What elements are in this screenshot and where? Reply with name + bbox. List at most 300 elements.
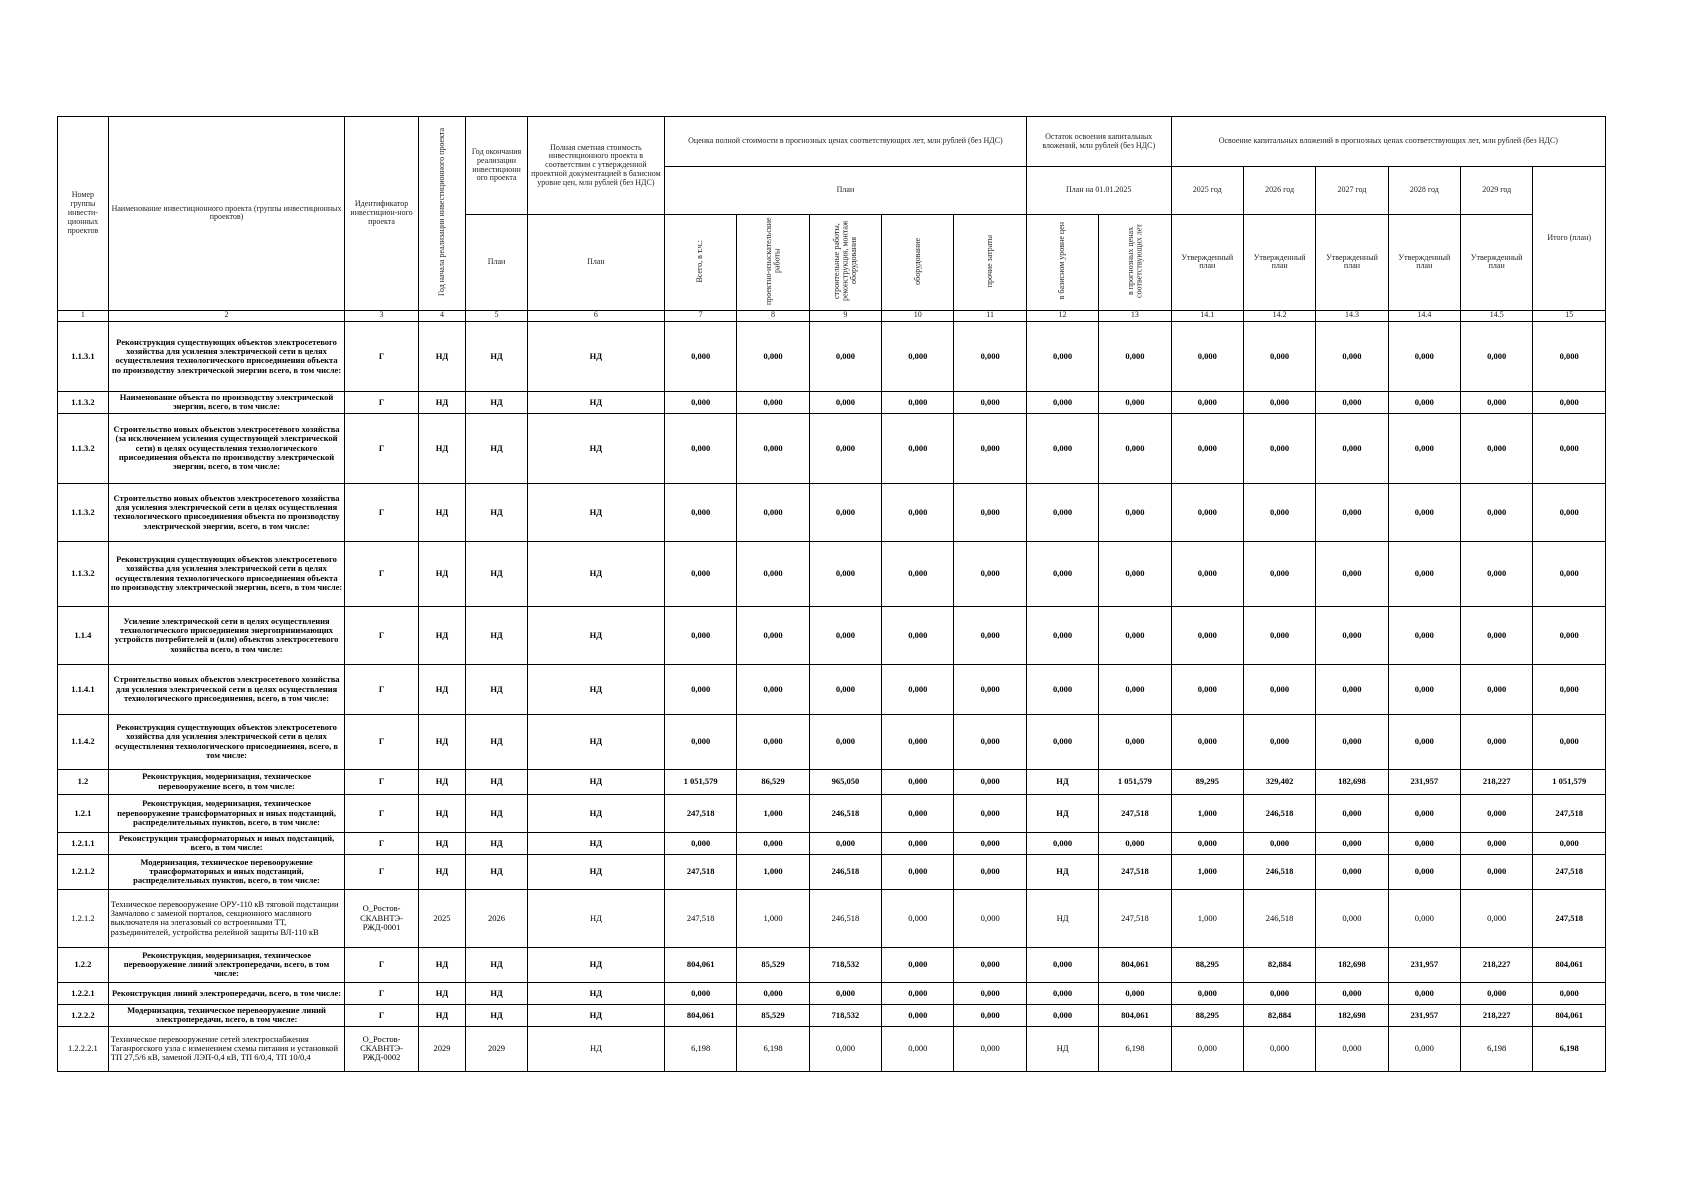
project-name: Строительство новых объектов электросетевого хозяйства для усиления электрической сети в целях осуществления технологического присоединения объекта по производству электрической энергии, всего, в том числе: (108, 483, 345, 541)
value-cell: 231,957 (1388, 947, 1460, 982)
value-cell: НД (1026, 769, 1098, 794)
value-cell: 0,000 (737, 606, 809, 664)
value-cell: 0,000 (1099, 413, 1171, 483)
value-cell: 0,000 (1099, 391, 1171, 413)
project-id: О_Ростов-СКАВНТЭ-РЖД-0001 (345, 889, 418, 947)
header-year-2029: 2029 год (1461, 167, 1533, 215)
col-num: 11 (954, 310, 1026, 321)
project-name: Модернизация, техническое перевооружение трансформаторных и иных подстанций, распределительных пунктов, всего, в том числе: (108, 854, 345, 889)
value-cell: 0,000 (1461, 413, 1533, 483)
end-year: НД (466, 483, 528, 541)
header-forecast-cost: Оценка полной стоимости в прогнозных ценах соответствующих лет, млн рублей (без НДС) (665, 117, 1027, 167)
value-cell: 0,000 (1533, 714, 1606, 769)
table-body (58, 321, 1606, 1071)
col-num: 6 (527, 310, 664, 321)
value-cell: 0,000 (1099, 541, 1171, 606)
value-cell: 0,000 (1461, 664, 1533, 714)
value-cell: 0,000 (1171, 391, 1243, 413)
value-cell: 0,000 (1461, 794, 1533, 832)
row-number: 1.1.3.2 (58, 541, 109, 606)
value-cell: 246,518 (809, 889, 881, 947)
start-year: НД (418, 714, 466, 769)
value-cell: 0,000 (1388, 832, 1460, 854)
value-cell: 0,000 (1533, 413, 1606, 483)
row-number: 1.2.2 (58, 947, 109, 982)
value-cell: 0,000 (1316, 1026, 1388, 1071)
value-cell: 0,000 (1026, 391, 1098, 413)
row-number: 1.2.1.2 (58, 854, 109, 889)
value-cell: 0,000 (1388, 714, 1460, 769)
value-cell: 6,198 (1533, 1026, 1606, 1071)
value-cell: 0,000 (737, 413, 809, 483)
value-cell: 247,518 (665, 794, 737, 832)
table-row (58, 889, 1606, 947)
table-row (58, 391, 1606, 413)
full-cost: НД (527, 1004, 664, 1026)
value-cell: 0,000 (1461, 889, 1533, 947)
project-id: Г (345, 854, 418, 889)
project-name: Реконструкция существующих объектов электросетевого хозяйства для усиления электрической сети в целях осуществления технологического присоединения объекта по производству электрической энергии, всего, в том числе: (108, 541, 345, 606)
value-cell: 0,000 (954, 413, 1026, 483)
value-cell: 0,000 (954, 794, 1026, 832)
value-cell: 0,000 (737, 483, 809, 541)
value-cell: 247,518 (1099, 889, 1171, 947)
value-cell: 0,000 (1316, 854, 1388, 889)
value-cell: 1 051,579 (1533, 769, 1606, 794)
header-design-works: проектно-изыскательские работы (737, 215, 809, 311)
value-cell: 0,000 (954, 889, 1026, 947)
value-cell: 0,000 (1316, 794, 1388, 832)
value-cell: 247,518 (1533, 889, 1606, 947)
value-cell: 804,061 (665, 947, 737, 982)
value-cell: 0,000 (1099, 832, 1171, 854)
value-cell: 0,000 (882, 832, 954, 854)
project-id: Г (345, 832, 418, 854)
value-cell: 804,061 (1533, 1004, 1606, 1026)
header-project-name: Наименование инвестиционного проекта (группы инвестиционных проектов) (108, 117, 345, 311)
value-cell: НД (1026, 889, 1098, 947)
value-cell: 0,000 (882, 947, 954, 982)
end-year: НД (466, 769, 528, 794)
value-cell: 0,000 (882, 606, 954, 664)
start-year: НД (418, 664, 466, 714)
header-construction-works: строительные работы, реконструкция, монтаж оборудования (809, 215, 881, 311)
value-cell: 0,000 (665, 321, 737, 391)
value-cell: 0,000 (1171, 1026, 1243, 1071)
header-other-costs: прочие затраты (954, 215, 1026, 311)
value-cell: 182,698 (1316, 1004, 1388, 1026)
project-name: Реконструкция существующих объектов электросетевого хозяйства для усиления электрической сети в целях осуществления технологического присоединения, всего, в том числе: (108, 714, 345, 769)
project-name: Реконструкция существующих объектов электросетевого хозяйства для усиления электрической сети в целях осуществления технологического присоединения объекта по производству электрической энергии всего, в том числе: (108, 321, 345, 391)
value-cell: 0,000 (665, 664, 737, 714)
value-cell: 0,000 (809, 982, 881, 1004)
project-name: Усиление электрической сети в целях осуществления технологического присоединения энергопринимающих устройств потребителей и (или) объектов электросетевого хозяйства всего, в том числе: (108, 606, 345, 664)
full-cost: НД (527, 391, 664, 413)
value-cell: 0,000 (954, 1004, 1026, 1026)
col-num: 3 (345, 310, 418, 321)
value-cell: 88,295 (1171, 1004, 1243, 1026)
value-cell: 0,000 (1388, 541, 1460, 606)
end-year: НД (466, 413, 528, 483)
value-cell: 0,000 (1243, 391, 1315, 413)
full-cost: НД (527, 794, 664, 832)
value-cell: 0,000 (1316, 413, 1388, 483)
header-approved-2029: Утвержденный план (1461, 215, 1533, 311)
header-full-cost: Полная сметная стоимость инвестиционного проекта в соответствии с утвержденной проектной документацией в базисном уровне цен, млн рублей (без НДС) (527, 117, 664, 215)
header-year-2027: 2027 год (1316, 167, 1388, 215)
value-cell: 0,000 (1243, 483, 1315, 541)
project-name: Реконструкция линий электропередачи, всего, в том числе: (108, 982, 345, 1004)
value-cell: 0,000 (1461, 854, 1533, 889)
full-cost: НД (527, 413, 664, 483)
value-cell: 0,000 (1388, 606, 1460, 664)
value-cell: 1 051,579 (665, 769, 737, 794)
table-row (58, 769, 1606, 794)
value-cell: 0,000 (809, 664, 881, 714)
value-cell: 0,000 (1316, 889, 1388, 947)
value-cell: 0,000 (1243, 664, 1315, 714)
project-name: Техническое перевооружение сетей электроснабжения Таганрогского узла с изменением схемы питания и установкой ТП 27,5/6 кВ, заменой ЛЭП-0,4 кВ, ТП 6/0,4, ТП 10/0,4 (108, 1026, 345, 1071)
value-cell: 0,000 (1171, 413, 1243, 483)
value-cell: 0,000 (1026, 664, 1098, 714)
value-cell: 1,000 (1171, 794, 1243, 832)
row-number: 1.1.3.1 (58, 321, 109, 391)
header-group-number: Номер группы инвести-ционных проектов (58, 117, 109, 311)
value-cell: 0,000 (954, 664, 1026, 714)
col-num: 10 (882, 310, 954, 321)
value-cell: 0,000 (1171, 982, 1243, 1004)
col-num: 14.3 (1316, 310, 1388, 321)
header-approved-2025: Утвержденный план (1171, 215, 1243, 311)
value-cell: 0,000 (1461, 541, 1533, 606)
header-approved-2026: Утвержденный план (1243, 215, 1315, 311)
value-cell: 0,000 (1316, 664, 1388, 714)
end-year: НД (466, 854, 528, 889)
value-cell: 218,227 (1461, 1004, 1533, 1026)
value-cell: 0,000 (882, 664, 954, 714)
value-cell: 0,000 (1243, 606, 1315, 664)
header-full-cost-plan: План (527, 215, 664, 311)
value-cell: 0,000 (1388, 982, 1460, 1004)
header-end-year: Год окончания реализации инвестиционн ого проекта (466, 117, 528, 215)
header-approved-2028: Утвержденный план (1388, 215, 1460, 311)
value-cell: 0,000 (1316, 832, 1388, 854)
value-cell: 218,227 (1461, 947, 1533, 982)
start-year: НД (418, 1004, 466, 1026)
full-cost: НД (527, 854, 664, 889)
value-cell: 0,000 (1026, 832, 1098, 854)
value-cell: 804,061 (1099, 1004, 1171, 1026)
value-cell: 0,000 (1026, 714, 1098, 769)
value-cell: 0,000 (1099, 664, 1171, 714)
value-cell: 218,227 (1461, 769, 1533, 794)
header-total-incl: Всего, в т.ч.: (665, 215, 737, 311)
value-cell: 0,000 (737, 664, 809, 714)
value-cell: 246,518 (809, 854, 881, 889)
full-cost: НД (527, 982, 664, 1004)
value-cell: 0,000 (1316, 483, 1388, 541)
col-num: 14.4 (1388, 310, 1460, 321)
value-cell: 0,000 (1026, 541, 1098, 606)
value-cell: НД (1026, 854, 1098, 889)
value-cell: 0,000 (1388, 794, 1460, 832)
value-cell: 0,000 (665, 832, 737, 854)
column-number-row (58, 310, 1606, 321)
value-cell: 965,050 (809, 769, 881, 794)
table-row (58, 982, 1606, 1004)
value-cell: 0,000 (1243, 1026, 1315, 1071)
value-cell: 0,000 (882, 769, 954, 794)
project-id: Г (345, 391, 418, 413)
value-cell: 0,000 (1533, 321, 1606, 391)
value-cell: 247,518 (1099, 794, 1171, 832)
header-year-2025: 2025 год (1171, 167, 1243, 215)
value-cell: 0,000 (665, 606, 737, 664)
value-cell: 0,000 (1388, 854, 1460, 889)
row-number: 1.2.2.1 (58, 982, 109, 1004)
value-cell: 0,000 (665, 982, 737, 1004)
value-cell: 0,000 (1533, 541, 1606, 606)
table-row (58, 947, 1606, 982)
value-cell: 182,698 (1316, 947, 1388, 982)
end-year: НД (466, 714, 528, 769)
value-cell: 0,000 (1388, 483, 1460, 541)
full-cost: НД (527, 947, 664, 982)
value-cell: 0,000 (1316, 391, 1388, 413)
value-cell: 0,000 (882, 1026, 954, 1071)
value-cell: 0,000 (1026, 947, 1098, 982)
investment-table (57, 116, 1606, 1072)
value-cell: 0,000 (1461, 321, 1533, 391)
value-cell: 0,000 (882, 1004, 954, 1026)
value-cell: 0,000 (954, 714, 1026, 769)
start-year: НД (418, 854, 466, 889)
value-cell: 0,000 (809, 483, 881, 541)
col-num: 4 (418, 310, 466, 321)
value-cell: 0,000 (1171, 714, 1243, 769)
value-cell: 0,000 (954, 1026, 1026, 1071)
col-num: 8 (737, 310, 809, 321)
value-cell: 0,000 (954, 832, 1026, 854)
end-year: НД (466, 664, 528, 714)
value-cell: 0,000 (809, 606, 881, 664)
end-year: НД (466, 606, 528, 664)
col-num: 14.2 (1243, 310, 1315, 321)
value-cell: 0,000 (882, 714, 954, 769)
value-cell: 0,000 (1026, 982, 1098, 1004)
value-cell: 1,000 (737, 854, 809, 889)
project-id: Г (345, 606, 418, 664)
value-cell: 0,000 (1099, 714, 1171, 769)
value-cell: 0,000 (1533, 606, 1606, 664)
value-cell: 85,529 (737, 1004, 809, 1026)
value-cell: 6,198 (665, 1026, 737, 1071)
value-cell: 804,061 (1533, 947, 1606, 982)
start-year: НД (418, 321, 466, 391)
value-cell: 82,884 (1243, 1004, 1315, 1026)
value-cell: 0,000 (1171, 664, 1243, 714)
row-number: 1.2.1 (58, 794, 109, 832)
value-cell: 0,000 (1099, 982, 1171, 1004)
table-row (58, 1004, 1606, 1026)
value-cell: 0,000 (1461, 606, 1533, 664)
value-cell: 0,000 (809, 541, 881, 606)
project-id: Г (345, 664, 418, 714)
value-cell: 0,000 (954, 982, 1026, 1004)
value-cell: 0,000 (1533, 483, 1606, 541)
project-name: Наименование объекта по производству электрической энергии, всего, в том числе: (108, 391, 345, 413)
table-row (58, 413, 1606, 483)
value-cell: 0,000 (1316, 982, 1388, 1004)
start-year: НД (418, 794, 466, 832)
value-cell: 0,000 (882, 854, 954, 889)
full-cost: НД (527, 483, 664, 541)
row-number: 1.1.4.2 (58, 714, 109, 769)
value-cell: 0,000 (809, 321, 881, 391)
row-number: 1.1.4.1 (58, 664, 109, 714)
value-cell: 0,000 (1171, 541, 1243, 606)
value-cell: 0,000 (809, 714, 881, 769)
value-cell: 0,000 (737, 321, 809, 391)
value-cell: 0,000 (1171, 832, 1243, 854)
start-year: НД (418, 391, 466, 413)
full-cost: НД (527, 321, 664, 391)
project-name: Техническое перевооружение ОРУ-110 кВ тяговой подстанции Замчалово с заменой порталов, секционного масляного выключателя на элегазовый со встроенными ТТ, разъединителей, устройства релейной защиты ВЛ-110 кВ (108, 889, 345, 947)
full-cost: НД (527, 606, 664, 664)
value-cell: 85,529 (737, 947, 809, 982)
row-number: 1.1.3.2 (58, 413, 109, 483)
header-total-plan: Итого (план) (1533, 167, 1606, 311)
value-cell: 246,518 (809, 794, 881, 832)
full-cost: НД (527, 889, 664, 947)
end-year: НД (466, 321, 528, 391)
project-name: Реконструкция, модернизация, техническое перевооружение всего, в том числе: (108, 769, 345, 794)
row-number: 1.2 (58, 769, 109, 794)
value-cell: 0,000 (954, 391, 1026, 413)
value-cell: 0,000 (882, 391, 954, 413)
row-number: 1.1.4 (58, 606, 109, 664)
start-year: НД (418, 769, 466, 794)
value-cell: 0,000 (1533, 982, 1606, 1004)
value-cell: 0,000 (1243, 321, 1315, 391)
col-num: 1 (58, 310, 109, 321)
header-project-id: Идентификатор инвестицион-ного проекта (345, 117, 418, 311)
header-remaining: Остаток освоения капитальных вложений, млн рублей (без НДС) (1026, 117, 1171, 167)
table-row (58, 541, 1606, 606)
value-cell: 0,000 (737, 982, 809, 1004)
value-cell: 6,198 (1099, 1026, 1171, 1071)
table-row (58, 664, 1606, 714)
value-cell: 0,000 (1388, 889, 1460, 947)
value-cell: 0,000 (737, 714, 809, 769)
table-row (58, 794, 1606, 832)
start-year: 2029 (418, 1026, 466, 1071)
project-name: Строительство новых объектов электросетевого хозяйства (за исключением усиления существующей электрической сети) в целях осуществления технологического присоединения объекта по производству электрической энергии, всего, в том числе: (108, 413, 345, 483)
value-cell: 0,000 (882, 413, 954, 483)
row-number: 1.1.3.2 (58, 483, 109, 541)
value-cell: НД (1026, 794, 1098, 832)
value-cell: 0,000 (1316, 321, 1388, 391)
header-base-prices: в базисном уровне цен (1026, 215, 1098, 311)
start-year: НД (418, 606, 466, 664)
project-id: Г (345, 541, 418, 606)
value-cell: 0,000 (1388, 321, 1460, 391)
value-cell: 0,000 (1461, 483, 1533, 541)
header-equipment: оборудование (882, 215, 954, 311)
header-plan: План (665, 167, 1027, 215)
full-cost: НД (527, 714, 664, 769)
start-year: НД (418, 541, 466, 606)
value-cell: 182,698 (1316, 769, 1388, 794)
value-cell: 0,000 (1026, 1004, 1098, 1026)
value-cell: 0,000 (1316, 606, 1388, 664)
end-year: НД (466, 1004, 528, 1026)
project-name: Реконструкция трансформаторных и иных подстанций, всего, в том числе: (108, 832, 345, 854)
value-cell: 0,000 (954, 483, 1026, 541)
full-cost: НД (527, 769, 664, 794)
start-year: НД (418, 982, 466, 1004)
value-cell: 0,000 (1533, 664, 1606, 714)
project-id: Г (345, 769, 418, 794)
header-forecast-prices: в прогнозных ценах соответствующих лет (1099, 215, 1171, 311)
table-row (58, 606, 1606, 664)
start-year: НД (418, 413, 466, 483)
value-cell: 0,000 (737, 832, 809, 854)
value-cell: 0,000 (1171, 606, 1243, 664)
project-id: Г (345, 413, 418, 483)
value-cell: 329,402 (1243, 769, 1315, 794)
value-cell: 0,000 (1461, 982, 1533, 1004)
value-cell: 0,000 (954, 769, 1026, 794)
value-cell: 0,000 (1026, 321, 1098, 391)
value-cell: 88,295 (1171, 947, 1243, 982)
value-cell: 0,000 (882, 794, 954, 832)
header-plan-on-date: План на 01.01.2025 (1026, 167, 1171, 215)
project-id: Г (345, 483, 418, 541)
value-cell: 0,000 (1171, 321, 1243, 391)
full-cost: НД (527, 541, 664, 606)
end-year: НД (466, 794, 528, 832)
value-cell: 0,000 (665, 391, 737, 413)
project-id: Г (345, 982, 418, 1004)
col-num: 14.1 (1171, 310, 1243, 321)
value-cell: 247,518 (665, 854, 737, 889)
table-row (58, 832, 1606, 854)
value-cell: 0,000 (954, 321, 1026, 391)
value-cell: 6,198 (737, 1026, 809, 1071)
start-year: 2025 (418, 889, 466, 947)
value-cell: 246,518 (1243, 854, 1315, 889)
value-cell: 0,000 (1243, 714, 1315, 769)
project-id: О_Ростов-СКАВНТЭ-РЖД-0002 (345, 1026, 418, 1071)
value-cell: 0,000 (809, 391, 881, 413)
value-cell: 1,000 (1171, 889, 1243, 947)
value-cell: 0,000 (1461, 714, 1533, 769)
value-cell: 247,518 (1099, 854, 1171, 889)
col-num: 12 (1026, 310, 1098, 321)
value-cell: 0,000 (1243, 541, 1315, 606)
value-cell: 0,000 (1316, 714, 1388, 769)
value-cell: 0,000 (1099, 483, 1171, 541)
end-year: 2026 (466, 889, 528, 947)
col-num: 5 (466, 310, 528, 321)
project-name: Реконструкция, модернизация, техническое перевооружение линий электропередачи, всего, в том числе: (108, 947, 345, 982)
value-cell: 231,957 (1388, 769, 1460, 794)
value-cell: 247,518 (1533, 794, 1606, 832)
header-end-year-plan: План (466, 215, 528, 311)
value-cell: 246,518 (1243, 794, 1315, 832)
value-cell: 0,000 (882, 541, 954, 606)
